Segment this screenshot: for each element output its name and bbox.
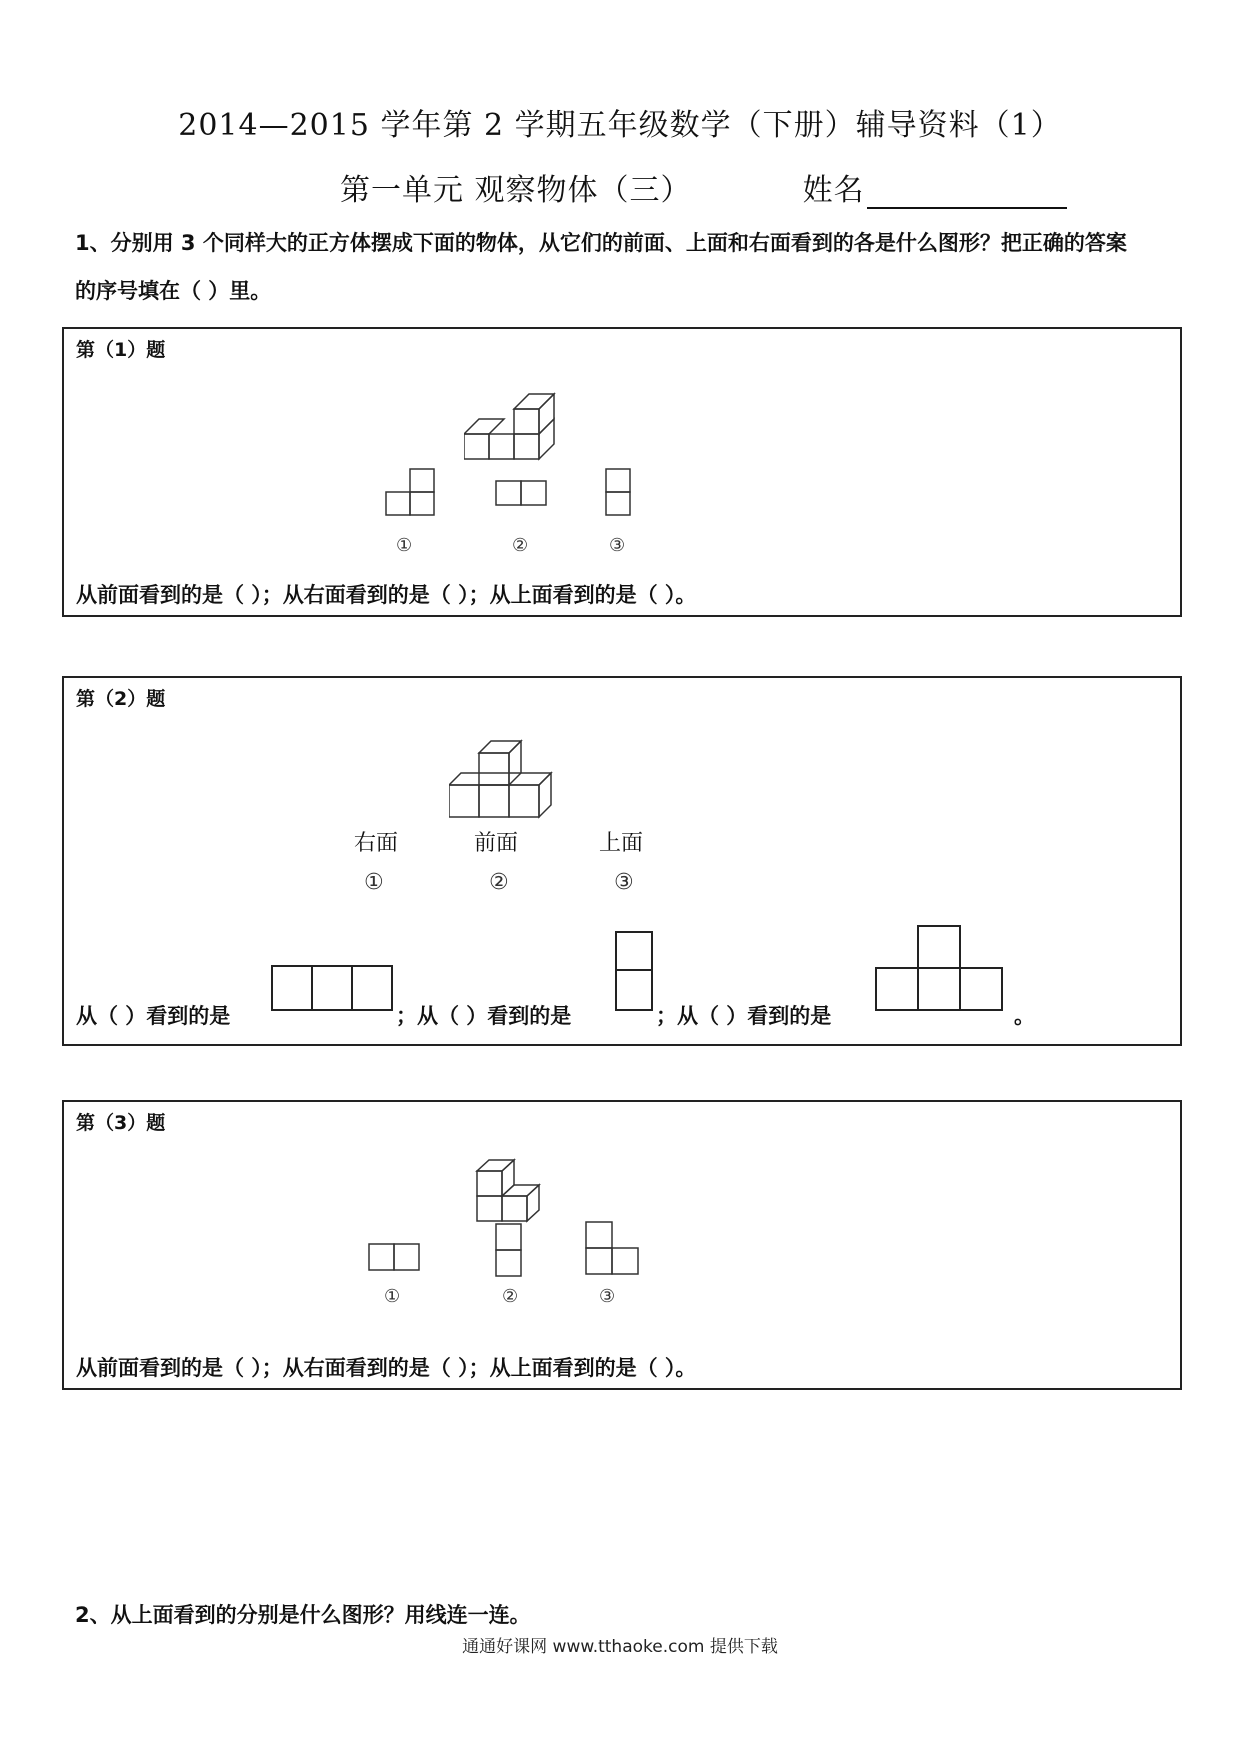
name-label: 姓名 [802,173,865,208]
part2-option-3: ③ [614,870,634,895]
part2-answer-seg3[interactable]: ；从（ ）看到的是 [656,1004,832,1028]
part1-label: 第（1）题 [76,339,166,361]
part1-option-1: ① [396,535,413,556]
part2-answer-end: 。 [1014,1004,1035,1028]
part1-option-2: ② [512,535,529,556]
part3-box [62,1100,1182,1390]
part1-option-2-shape [494,479,554,509]
part3-label: 第（3）题 [76,1112,166,1134]
part3-option-3-shape [584,1220,644,1278]
part1-box [62,327,1182,617]
question1-prompt-line2: 的序号填在（ ）里。 [75,279,272,303]
part1-option-3: ③ [609,535,626,556]
unit-title: 第一单元 观察物体（三） [340,173,692,208]
part2-answer-seg2[interactable]: ；从（ ）看到的是 [396,1004,572,1028]
name-blank[interactable] [867,177,1067,209]
part2-shape-t [872,924,1008,1016]
question2-prompt: 2、从上面看到的分别是什么图形？用线连一连。 [75,1603,531,1627]
page-title: 2014—2015 学年第 2 学期五年级数学（下册）辅导资料（1） [178,108,1062,143]
part2-label: 第（2）题 [76,688,166,710]
part3-cube-figure [472,1156,592,1256]
part2-shape-column2 [614,930,656,1014]
part2-view-label-3: 上面 [599,831,644,856]
part1-option-1-shape [384,467,444,522]
part2-option-2: ② [489,870,509,895]
part2-option-1: ① [364,870,384,895]
part3-option-3: ③ [599,1286,616,1307]
part3-option-1: ① [384,1286,401,1307]
part2-answer-seg1[interactable]: 从（ ）看到的是 [76,1004,231,1028]
part2-box [62,676,1182,1046]
page-subtitle [340,165,1067,209]
part3-answer-line[interactable]: 从前面看到的是（ ）；从右面看到的是（ ）；从上面看到的是（ ）。 [76,1356,697,1380]
question1-prompt-line1: 1、分别用 3 个同样大的正方体摆成下面的物体，从它们的前面、上面和右面看到的各是什么图形？把正确的答案 [75,231,1127,255]
part3-option-1-shape [367,1242,427,1274]
part1-answer-line[interactable]: 从前面看到的是（ ）；从右面看到的是（ ）；从上面看到的是（ ）。 [76,583,697,607]
part1-option-3-shape [604,467,634,522]
part3-option-2-shape [494,1222,526,1280]
part2-view-label-2: 前面 [474,831,519,856]
part1-cube-figure [464,384,604,494]
part3-option-2: ② [502,1286,519,1307]
part2-cube-figure [449,728,609,848]
footer-text: 通通好课网 www.tthaoke.com 提供下载 [462,1637,778,1657]
part2-view-label-1: 右面 [354,831,399,856]
part2-shape-row3 [270,964,396,1014]
